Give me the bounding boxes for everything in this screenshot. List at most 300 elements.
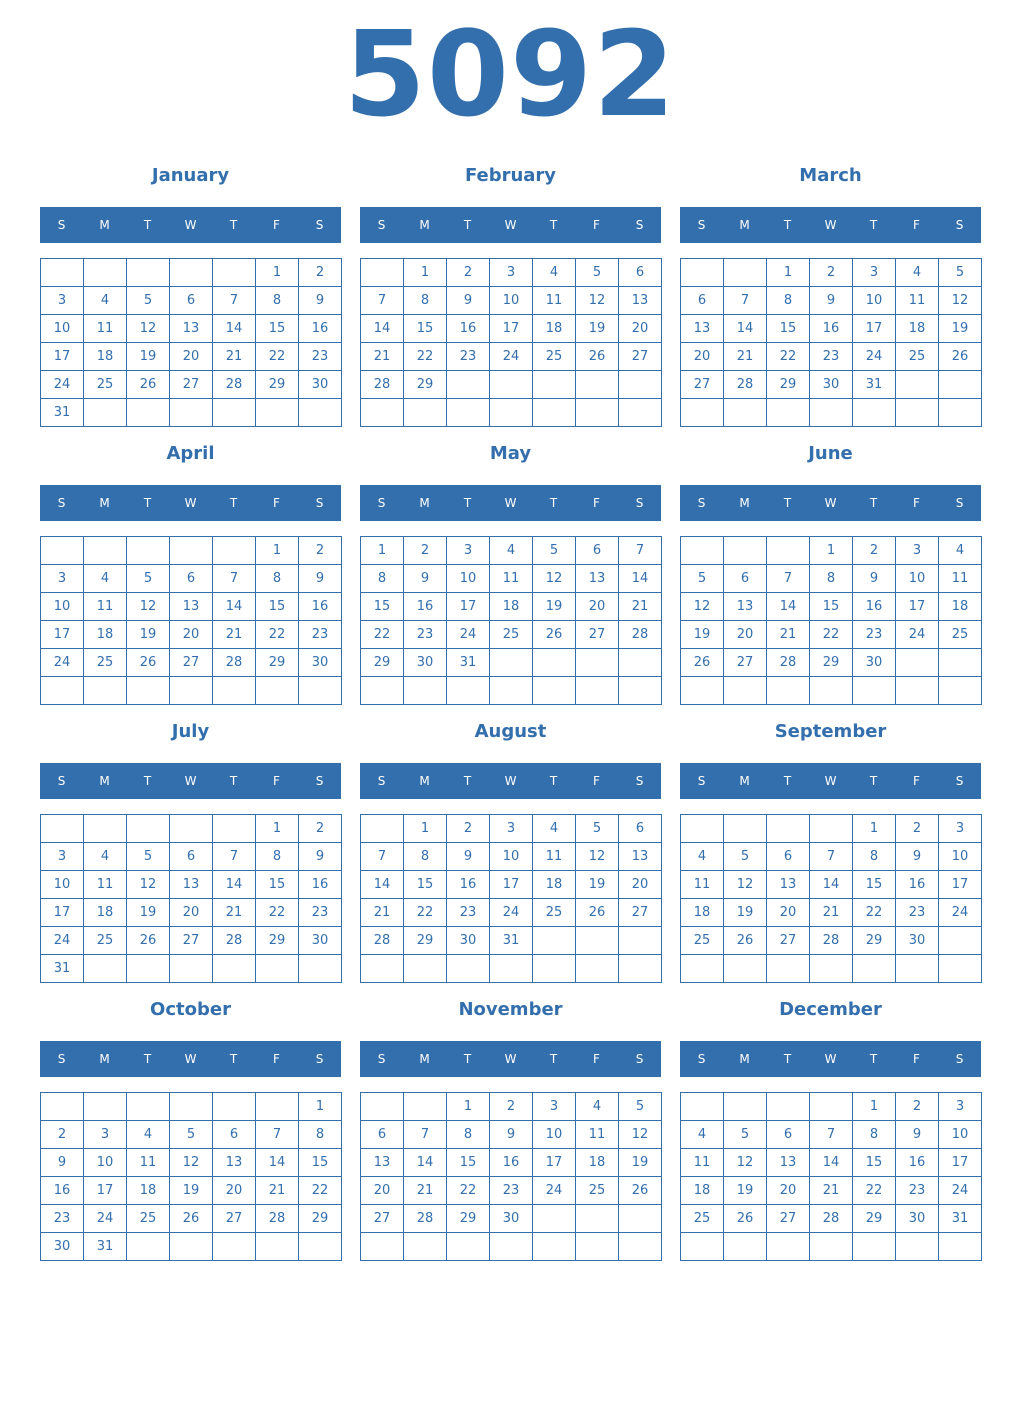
day-cell: 22 (809, 620, 853, 649)
day-cell: 16 (298, 870, 342, 899)
day-cell: 10 (40, 314, 84, 343)
day-cell: 12 (169, 1148, 213, 1177)
day-cell: 30 (40, 1232, 84, 1261)
day-cell (403, 1092, 447, 1121)
day-cell: 6 (575, 536, 619, 565)
day-cell: 2 (489, 1092, 533, 1121)
day-cell: 16 (895, 870, 939, 899)
day-cell: 6 (169, 286, 213, 315)
day-cell: 16 (298, 314, 342, 343)
weekday-label: W (824, 774, 837, 788)
day-cell: 12 (575, 286, 619, 315)
day-cell: 20 (212, 1176, 256, 1205)
day-cell: 13 (169, 870, 213, 899)
day-cell: 10 (40, 592, 84, 621)
month-june (680, 440, 981, 712)
day-cell (618, 398, 662, 427)
day-cell: 27 (766, 926, 810, 955)
day-cell: 22 (403, 898, 447, 927)
day-cell: 22 (766, 342, 810, 371)
day-cell: 5 (575, 258, 619, 287)
day-cell (575, 1204, 619, 1233)
month-name: August (474, 721, 547, 742)
day-cell: 26 (575, 342, 619, 371)
day-cell (212, 536, 256, 565)
day-cell: 15 (446, 1148, 490, 1177)
day-cell: 29 (255, 370, 299, 399)
day-cell (40, 1092, 84, 1121)
weekday-label: F (593, 496, 600, 510)
weekday-label: S (697, 218, 706, 232)
day-cell: 18 (575, 1148, 619, 1177)
day-cell: 27 (169, 926, 213, 955)
weekday-label: S (697, 1052, 706, 1066)
day-cell (360, 398, 404, 427)
day-cell: 5 (126, 842, 170, 871)
day-cell (938, 1232, 982, 1261)
day-cell: 4 (83, 286, 127, 315)
day-cell: 20 (766, 1176, 810, 1205)
weekday-label: M (419, 496, 430, 510)
weekday-label: W (184, 218, 197, 232)
day-cell (895, 648, 939, 677)
day-cell: 13 (766, 870, 810, 899)
day-cell (575, 370, 619, 399)
day-cell: 29 (809, 648, 853, 677)
day-cell: 18 (680, 1176, 724, 1205)
weekday-label: S (315, 496, 324, 510)
day-cell: 4 (895, 258, 939, 287)
day-cell: 19 (126, 620, 170, 649)
day-cell: 10 (938, 1120, 982, 1149)
day-cell: 24 (938, 898, 982, 927)
month-name: January (151, 165, 230, 186)
weekday-label: T (463, 496, 472, 510)
day-cell: 9 (298, 286, 342, 315)
month-march (680, 162, 981, 434)
day-cell: 4 (532, 814, 576, 843)
day-cell: 24 (852, 342, 896, 371)
weekday-label: T (783, 218, 792, 232)
day-cell (680, 536, 724, 565)
day-cell: 6 (723, 564, 767, 593)
weekday-label: F (913, 774, 920, 788)
day-cell: 1 (403, 258, 447, 287)
day-cell (83, 536, 127, 565)
weekday-label: S (635, 1052, 644, 1066)
day-cell (212, 398, 256, 427)
day-cell: 20 (618, 870, 662, 899)
day-cell: 21 (360, 898, 404, 927)
day-cell: 29 (255, 648, 299, 677)
day-cell (938, 648, 982, 677)
day-cell (255, 1092, 299, 1121)
day-cell: 7 (255, 1120, 299, 1149)
day-cell: 7 (212, 286, 256, 315)
day-cell: 27 (618, 342, 662, 371)
day-cell: 31 (40, 398, 84, 427)
weekday-label: S (697, 774, 706, 788)
day-cell: 15 (255, 870, 299, 899)
month-september (680, 718, 981, 990)
day-grid (360, 814, 661, 983)
day-cell: 19 (723, 898, 767, 927)
day-cell: 23 (895, 1176, 939, 1205)
day-cell: 16 (40, 1176, 84, 1205)
day-cell: 23 (446, 898, 490, 927)
day-cell (680, 1092, 724, 1121)
day-cell: 10 (489, 286, 533, 315)
weekday-label: M (419, 774, 430, 788)
day-cell: 3 (938, 1092, 982, 1121)
day-cell: 24 (83, 1204, 127, 1233)
day-cell: 14 (618, 564, 662, 593)
weekday-label: S (635, 774, 644, 788)
day-cell: 22 (852, 898, 896, 927)
day-cell: 30 (298, 926, 342, 955)
day-cell: 3 (852, 258, 896, 287)
day-cell: 14 (212, 314, 256, 343)
day-cell (680, 1232, 724, 1261)
weekday-label: W (504, 774, 517, 788)
weekday-label: S (57, 496, 66, 510)
day-cell: 11 (575, 1120, 619, 1149)
day-cell: 22 (255, 342, 299, 371)
day-cell: 29 (403, 370, 447, 399)
day-cell: 28 (212, 370, 256, 399)
day-cell (489, 648, 533, 677)
day-cell: 11 (83, 592, 127, 621)
day-cell (575, 926, 619, 955)
day-cell: 20 (169, 898, 213, 927)
day-cell (126, 398, 170, 427)
day-cell: 8 (255, 564, 299, 593)
day-cell: 9 (852, 564, 896, 593)
day-cell: 29 (852, 926, 896, 955)
day-cell: 17 (40, 620, 84, 649)
day-cell: 9 (895, 1120, 939, 1149)
day-cell: 20 (680, 342, 724, 371)
day-cell: 30 (809, 370, 853, 399)
day-grid (360, 1092, 661, 1261)
day-cell: 9 (489, 1120, 533, 1149)
day-cell: 3 (532, 1092, 576, 1121)
day-cell: 5 (575, 814, 619, 843)
month-name: September (774, 721, 887, 742)
day-cell (212, 954, 256, 983)
day-cell: 21 (403, 1176, 447, 1205)
day-cell: 22 (360, 620, 404, 649)
day-cell: 17 (938, 870, 982, 899)
day-cell: 17 (489, 870, 533, 899)
day-cell: 28 (809, 1204, 853, 1233)
day-cell: 8 (403, 286, 447, 315)
day-cell: 21 (212, 342, 256, 371)
weekday-label: S (377, 496, 386, 510)
day-cell (489, 398, 533, 427)
day-cell: 13 (618, 842, 662, 871)
day-cell (212, 814, 256, 843)
weekday-header (680, 485, 981, 521)
day-cell: 5 (126, 564, 170, 593)
day-cell: 25 (532, 898, 576, 927)
day-cell: 19 (618, 1148, 662, 1177)
day-cell: 27 (766, 1204, 810, 1233)
day-cell: 1 (852, 1092, 896, 1121)
weekday-label: S (697, 496, 706, 510)
day-grid (40, 536, 341, 705)
day-cell: 1 (298, 1092, 342, 1121)
day-cell (532, 676, 576, 705)
day-cell (575, 676, 619, 705)
day-cell: 12 (938, 286, 982, 315)
day-cell (83, 954, 127, 983)
day-cell (169, 536, 213, 565)
month-name: April (166, 443, 215, 464)
day-cell: 20 (169, 620, 213, 649)
day-cell: 23 (895, 898, 939, 927)
day-cell: 31 (40, 954, 84, 983)
weekday-label: T (869, 774, 878, 788)
day-cell: 15 (403, 870, 447, 899)
day-cell (126, 814, 170, 843)
weekday-label: S (315, 218, 324, 232)
day-cell (938, 676, 982, 705)
day-cell: 14 (212, 592, 256, 621)
day-cell: 1 (766, 258, 810, 287)
day-cell: 23 (403, 620, 447, 649)
day-cell (360, 676, 404, 705)
day-cell: 3 (40, 842, 84, 871)
day-cell: 26 (618, 1176, 662, 1205)
day-cell: 30 (895, 1204, 939, 1233)
day-cell (766, 954, 810, 983)
day-cell (766, 676, 810, 705)
day-cell: 21 (766, 620, 810, 649)
day-cell: 29 (852, 1204, 896, 1233)
weekday-label: S (377, 1052, 386, 1066)
day-cell: 17 (446, 592, 490, 621)
weekday-label: F (593, 218, 600, 232)
day-cell: 13 (212, 1148, 256, 1177)
month-july (40, 718, 341, 990)
weekday-label: S (635, 496, 644, 510)
day-cell: 7 (766, 564, 810, 593)
day-cell (723, 1092, 767, 1121)
weekday-label: W (504, 1052, 517, 1066)
day-cell: 27 (169, 648, 213, 677)
day-cell (489, 1232, 533, 1261)
day-cell: 25 (680, 1204, 724, 1233)
day-cell: 1 (255, 258, 299, 287)
day-cell: 6 (212, 1120, 256, 1149)
month-name: November (458, 999, 563, 1020)
day-cell: 26 (532, 620, 576, 649)
day-cell: 12 (126, 592, 170, 621)
weekday-label: M (99, 774, 110, 788)
day-cell: 11 (532, 286, 576, 315)
day-cell: 18 (83, 342, 127, 371)
day-cell: 26 (723, 926, 767, 955)
day-cell: 12 (126, 314, 170, 343)
day-cell (360, 1092, 404, 1121)
day-cell: 18 (489, 592, 533, 621)
day-cell (532, 954, 576, 983)
month-name: October (150, 999, 231, 1020)
day-cell: 25 (83, 926, 127, 955)
day-cell: 26 (126, 370, 170, 399)
day-cell: 7 (809, 842, 853, 871)
day-cell: 20 (723, 620, 767, 649)
day-cell (723, 258, 767, 287)
month-name: May (489, 443, 532, 464)
day-cell: 23 (298, 342, 342, 371)
day-cell: 9 (809, 286, 853, 315)
day-cell: 17 (40, 342, 84, 371)
day-cell: 6 (169, 564, 213, 593)
day-cell (766, 1092, 810, 1121)
day-cell: 19 (680, 620, 724, 649)
day-cell: 17 (83, 1176, 127, 1205)
day-cell: 2 (298, 258, 342, 287)
month-may (360, 440, 661, 712)
weekday-label: T (869, 218, 878, 232)
day-cell (212, 1232, 256, 1261)
day-cell (255, 398, 299, 427)
day-cell (40, 536, 84, 565)
weekday-label: W (184, 774, 197, 788)
day-cell: 9 (446, 286, 490, 315)
day-cell: 1 (255, 814, 299, 843)
weekday-label: M (99, 1052, 110, 1066)
day-cell (532, 370, 576, 399)
day-cell: 6 (169, 842, 213, 871)
day-cell (169, 1232, 213, 1261)
day-cell: 26 (126, 926, 170, 955)
day-cell: 30 (298, 370, 342, 399)
day-cell: 28 (723, 370, 767, 399)
day-cell: 4 (83, 564, 127, 593)
day-cell: 24 (40, 370, 84, 399)
day-cell: 30 (403, 648, 447, 677)
day-cell: 16 (403, 592, 447, 621)
day-cell: 24 (938, 1176, 982, 1205)
day-cell (40, 676, 84, 705)
day-cell (895, 1232, 939, 1261)
day-cell: 6 (680, 286, 724, 315)
day-cell: 31 (852, 370, 896, 399)
day-cell: 18 (680, 898, 724, 927)
day-cell: 16 (852, 592, 896, 621)
day-cell (809, 398, 853, 427)
day-cell (298, 398, 342, 427)
day-cell: 27 (575, 620, 619, 649)
weekday-label: W (824, 496, 837, 510)
weekday-label: F (593, 1052, 600, 1066)
day-cell: 20 (618, 314, 662, 343)
day-cell: 11 (126, 1148, 170, 1177)
day-cell: 14 (809, 1148, 853, 1177)
day-cell: 9 (403, 564, 447, 593)
month-november (360, 996, 661, 1268)
weekday-header (680, 1041, 981, 1077)
day-cell (575, 648, 619, 677)
day-cell (126, 258, 170, 287)
day-cell (446, 370, 490, 399)
day-cell: 10 (446, 564, 490, 593)
day-cell (532, 398, 576, 427)
weekday-label: M (739, 218, 750, 232)
day-cell (723, 814, 767, 843)
day-cell: 26 (680, 648, 724, 677)
weekday-label: M (99, 496, 110, 510)
day-cell: 24 (532, 1176, 576, 1205)
day-cell: 13 (169, 314, 213, 343)
day-cell (938, 398, 982, 427)
day-cell: 21 (809, 898, 853, 927)
day-cell: 7 (809, 1120, 853, 1149)
day-cell: 29 (298, 1204, 342, 1233)
weekday-label: T (463, 218, 472, 232)
day-cell: 12 (575, 842, 619, 871)
weekday-label: M (419, 218, 430, 232)
month-name: February (464, 165, 557, 186)
day-cell: 17 (852, 314, 896, 343)
day-cell (575, 954, 619, 983)
weekday-header (680, 763, 981, 799)
day-cell: 15 (255, 592, 299, 621)
day-cell: 24 (40, 648, 84, 677)
weekday-label: T (549, 496, 558, 510)
day-cell: 5 (680, 564, 724, 593)
day-cell: 23 (852, 620, 896, 649)
day-cell (212, 258, 256, 287)
weekday-label: M (739, 1052, 750, 1066)
day-grid (680, 536, 981, 705)
day-cell (766, 536, 810, 565)
day-cell (169, 954, 213, 983)
day-grid (40, 814, 341, 983)
day-cell: 26 (169, 1204, 213, 1233)
day-grid (680, 814, 981, 983)
day-cell: 22 (255, 898, 299, 927)
day-cell (723, 536, 767, 565)
day-cell: 30 (446, 926, 490, 955)
day-cell (403, 1232, 447, 1261)
day-cell: 3 (40, 564, 84, 593)
day-grid (680, 258, 981, 427)
day-cell: 11 (680, 1148, 724, 1177)
day-cell: 15 (852, 870, 896, 899)
day-cell: 15 (766, 314, 810, 343)
day-cell: 25 (895, 342, 939, 371)
day-cell: 28 (212, 648, 256, 677)
day-cell: 13 (360, 1148, 404, 1177)
day-cell: 27 (618, 898, 662, 927)
day-cell: 23 (298, 898, 342, 927)
day-cell (446, 676, 490, 705)
day-cell: 1 (809, 536, 853, 565)
day-cell (680, 954, 724, 983)
day-cell: 7 (212, 842, 256, 871)
day-cell (852, 398, 896, 427)
day-cell: 22 (446, 1176, 490, 1205)
day-cell (360, 1232, 404, 1261)
day-cell: 19 (938, 314, 982, 343)
day-cell (532, 1204, 576, 1233)
day-cell (680, 398, 724, 427)
day-cell: 14 (255, 1148, 299, 1177)
